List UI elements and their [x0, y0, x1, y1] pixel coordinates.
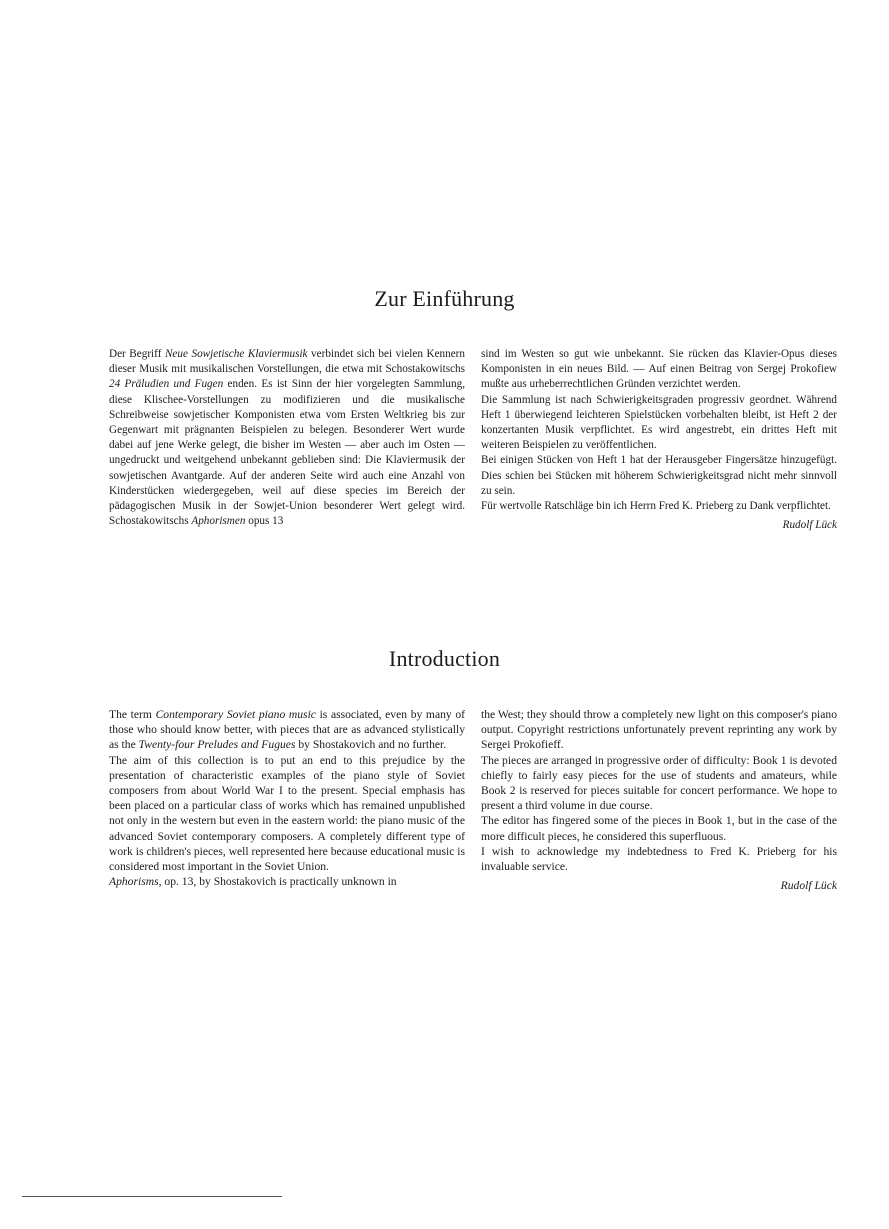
english-paragraph: the West; they should throw a completely new light on this composer's piano output. Copyright restrictions unfortunately prevent reprinting any work by Sergei Prokofieff. — [481, 708, 837, 752]
italic-title: Aphorisms, — [109, 875, 162, 889]
text-run: by Shostakovich and no further. — [295, 738, 447, 752]
text-run: op. 13, by Shostakovich is practically unknown in — [161, 875, 397, 889]
english-column-right — [481, 707, 837, 893]
german-column-right — [481, 347, 837, 533]
english-paragraph: I wish to acknowledge my indebtedness to Fred K. Prieberg for his invaluable service. — [481, 844, 837, 874]
text-run: is associated, even by many of those who should know better, with pieces that are as advanced stylistically as the — [109, 708, 465, 752]
german-paragraph — [109, 347, 465, 529]
english-paragraph — [109, 874, 465, 889]
italic-title: Contemporary Soviet piano music — [155, 708, 316, 721]
footer-rule — [22, 1196, 282, 1197]
english-column-left — [109, 707, 465, 889]
english-signature: Rudolf Lück — [780, 879, 837, 893]
german-paragraph: Die Sammlung ist nach Schwierigkeitsgraden progressiv geordnet. Während Heft 1 überwiegend leichteren Spielstücken vorbehalten bleibt, ist Heft 2 der konzertanten Musik verpflichtet. Es wird angestrebt, ein drittes Heft mit weiteren Beispielen zu veröffentlichen. — [481, 393, 837, 452]
italic-title: 24 Präludien und Fugen — [109, 378, 224, 391]
english-paragraph: The aim of this collection is to put an end to this prejudice by the presentation of characteristic examples of the piano style of Soviet composers from about World War I to the present. Special emphasis has been placed on a particular class of works which has remained unpublished not only in the western but even in the eastern world: the piano music of the advanced Soviet contemporary composers. A completely different type of work is children's pieces, well represented here because educational music is considered most important in the Soviet Union. — [109, 753, 465, 874]
german-paragraph: Bei einigen Stücken von Heft 1 hat der Herausgeber Fingersätze hinzugefügt. Dies schien bei Stücken mit höherem Schwierigkeitsgrad nicht mehr sinnvoll zu sein. — [481, 454, 837, 497]
english-paragraph — [109, 707, 465, 753]
italic-title: Neue Sowjetische Klaviermusik — [164, 348, 308, 360]
english-paragraph: The editor has fingered some of the pieces in Book 1, but in the case of the more difficult pieces, he considered this superfluous. — [481, 814, 837, 843]
text-run: enden. Es ist Sinn der hier vorgelegten Sammlung, diese Klischee-Vorstellungen zu modifizieren und die musikalische Schreibweise sowjetischer Komponisten etwa vom Ersten Weltkrieg bis zur Gegenwart mit prägnanten Beispielen zu belegen. Besonderer Wert wurde dabei auf jene Werke gelegt, die bisher im Westen — aber auch im Osten — ungedruckt und weitgehend unbekannt geblieben sind: Die Klaviermusik der sowjetischen Avantgarde. Auf der anderen Seite wird auch eine Anzahl von Kinderstücken wiedergegeben, weil auf diese species im Bereich der pädagogischen Musik in der Sowjet-Union besonderer Wert gelegt wird. Schostakowitschs — [109, 378, 465, 528]
italic-title: Aphorismen — [191, 515, 246, 528]
text-run: verbindet sich bei vielen Kennern dieser Musik mit musikalischen Vorstellungen, die etwa mit Schostakowitschs — [109, 348, 466, 376]
text-run: The term — [109, 708, 156, 721]
english-paragraph: The pieces are arranged in progressive order of difficulty: Book 1 is devoted chiefly to fairly easy pieces for the use of students and amateurs, while Book 2 is reserved for pieces suitable for concert performance. We hope to present a third volume in due course. — [481, 753, 837, 813]
english-heading: Introduction — [388, 646, 501, 671]
german-heading: Zur Einführung — [374, 286, 515, 311]
german-column-left — [109, 347, 465, 529]
text-run: opus 13 — [245, 515, 284, 528]
german-paragraph: Für wertvolle Ratschläge bin ich Herrn Fred K. Prieberg zu Dank verpflichtet. — [481, 500, 831, 513]
german-signature: Rudolf Lück — [782, 519, 837, 532]
italic-title: Twenty-four Preludes and Fugues — [138, 738, 296, 752]
german-paragraph: sind im Westen so gut wie unbekannt. Sie rücken das Klavier-Opus dieses Komponisten in ein neues Bild. — Auf einen Beitrag von Sergej Prokofiew mußte aus urheberrechtlichen Gründen verzichtet werden. — [481, 348, 837, 391]
text-run: Der Begriff — [109, 348, 165, 360]
